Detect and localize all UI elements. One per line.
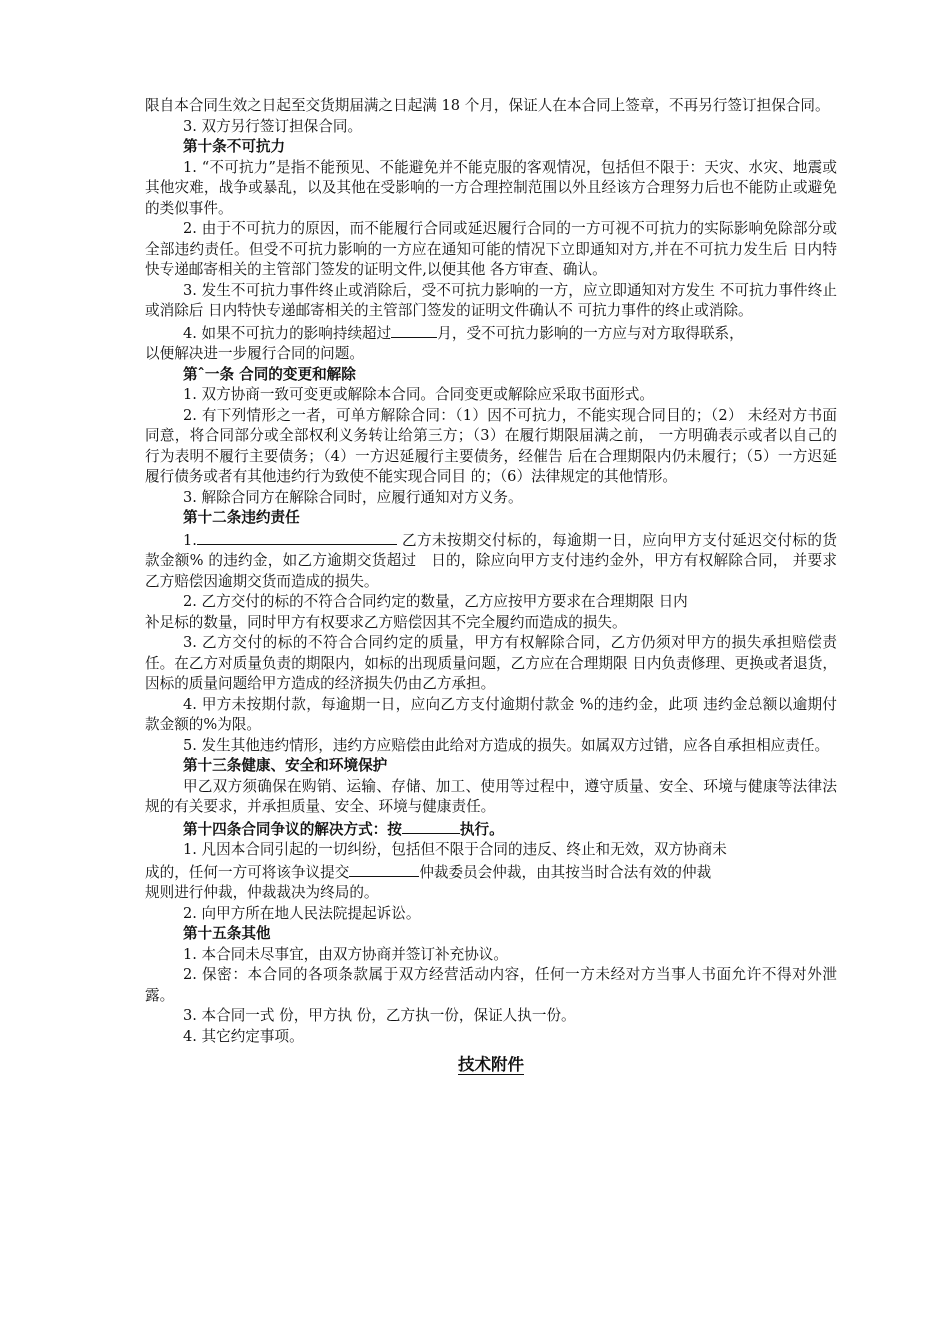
article-12-item-2: 2. 乙方交付的标的不符合合同约定的数量，乙方应按甲方要求在合理期限 日内 [182,593,688,610]
article-12-item-5: 5. 发生其他违约情形，违约方应赔偿由此给对方造成的损失。如属双方过错，应各自承担相应责任。 [182,736,830,754]
blank-months [391,322,437,338]
article-15-item-3: 3. 本合同一式 份，甲方执 份，乙方执一份，保证人执一份。 [182,1007,576,1024]
blank-item [197,529,397,545]
article-12-heading: 第十二条违约责任 [182,509,300,526]
article-14-item-1: 1. 凡因本合同引起的一切纠纷，包括但不限于合同的违反、终止和无效，双方协商未 [182,841,727,858]
article-12-item-4: 4. 甲方未按期付款，每逾期一日，应向乙方支付逾期付款金 %的违约金，此项 违约金总额以逾期付款金额的%为限。 [145,695,837,733]
article-15-item-4: 4. 其它约定事项。 [182,1027,304,1045]
article-10-item-1: 1. “不可抗力”是指不能预见、不能避免并不能克服的客观情况，包括但不限于：天灾、水灾、地震或其他灾难，战争或暴乱，以及其他在受影响的一方合理控制范围以外且经该方合理努力后也不能防止或避免的类似事件。 [145,158,837,217]
guarantee-item-3: 3. 双方另行签订担保合同。 [182,117,363,135]
article-13-heading: 第十三条健康、安全和环境保护 [182,757,388,774]
article-10-item-2: 2. 由于不可抗力的原因，而不能履行合同或延迟履行合同的一方可视不可抗力的实际影响免除部分或全部违约责任。但受不可抗力影响的一方应在通知可能的情况下立即通知对方,并在不可抗力发生后 日内特快专递邮寄相关的主管部门签发的证明文件,以便其他 各方审查、确认。 [145,220,837,278]
article-14-item-1-end: 规则进行仲裁，仲裁裁决为终局的。 [145,884,379,901]
article-12-item-2-cont: 补足标的数量，同时甲方有权要求乙方赔偿因其不完全履约而造成的损失。 [145,613,627,631]
article-11-heading: 第ˆ一条 合同的变更和解除 [182,365,356,383]
contract-page [145,96,837,1077]
blank-arbitration-commission [349,861,419,877]
article-14-heading: 第十四条合同争议的解决方式：按 执行。 [145,818,837,841]
article-10-item-4-cont: 以便解决进一步履行合同的问题。 [145,345,364,362]
article-10-item-4: 4. 如果不可抗力的影响持续超过 月，受不可抗力影响的一方应与对方取得联系， [145,322,837,345]
article-11-item-2: 2. 有下列情形之一者，可单方解除合同：（1）因不可抗力，不能实现合同目的；（2） 未经对方书面同意，将合同部分或全部权利义务转让给第三方；（3）在履行期限届满之前， 一方明确表示或者以自己的行为表明不履行主要债务；（4）一方迟延履行主要债务，经催告 后在合理期限内仍未履行；（5）一方迟延履行债务或者有其他违约行为致使不能实现合同目 的；（6）法律规定的其他情形。 [145,406,837,485]
article-13-item-1: 甲乙双方须确保在购销、运输、存储、加工、使用等过程中，遵守质量、安全、环境与健康等法律法规的有关要求，并承担质量、安全、环境与健康责任。 [145,777,837,815]
article-10-item-3: 3. 发生不可抗力事件终止或消除后，受不可抗力影响的一方，应立即通知对方发生 不可抗力事件终止或消除后 日内特快专递邮寄相关的主管部门签发的证明文件确认不 可抗力事件的终止或消除。 [145,281,837,319]
article-12-item-3: 3. 乙方交付的标的不符合合同约定的质量，甲方有权解除合同，乙方仍须对甲方的损失承担赔偿责任。在乙方对质量负责的期限内，如标的出现质量问题，乙方应在合理期限 日内负责修理、更换或者退货，因标的质量问题给甲方造成的经济损失仍由乙方承担。 [145,634,837,692]
article-12-item-1: 1. 乙方未按期交付标的，每逾期一日，应向甲方支付延迟交付标的货款金额% 的违约金，如乙方逾期交货超过 日的，除应向甲方支付违约金外，甲方有权解除合同， 并要求乙方赔偿因逾期交货而造成的损失。 [145,529,837,593]
article-15-item-2: 2. 保密：本合同的各项条款属于双方经营活动内容，任何一方未经对方当事人书面允许不得对外泄露。 [145,966,837,1004]
article-11-item-3: 3. 解除合同方在解除合同时，应履行通知对方义务。 [182,488,523,506]
article-14-item-2: 2. 向甲方所在地人民法院提起诉讼。 [182,904,421,922]
article-11-item-1: 1. 双方协商一致可变更或解除本合同。合同变更或解除应采取书面形式。 [182,386,654,403]
article-15-heading: 第十五条其他 [182,925,271,942]
appendix-title: 技术附件 [458,1055,524,1074]
guarantee-paragraph: 限自本合同生效之日起至交货期届满之日起满 18 个月，保证人在本合同上签章，不再另行签订担保合同。 [145,97,830,114]
article-15-item-1: 1. 本合同未尽事宜，由双方协商并签订补充协议。 [182,945,508,963]
article-14-item-1-cont: 成的，任何一方可将该争议提交 仲裁委员会仲裁，由其按当时合法有效的仲裁 [145,861,837,884]
blank-dispute-method [402,818,460,834]
article-10-heading: 第十条不可抗力 [182,138,286,155]
